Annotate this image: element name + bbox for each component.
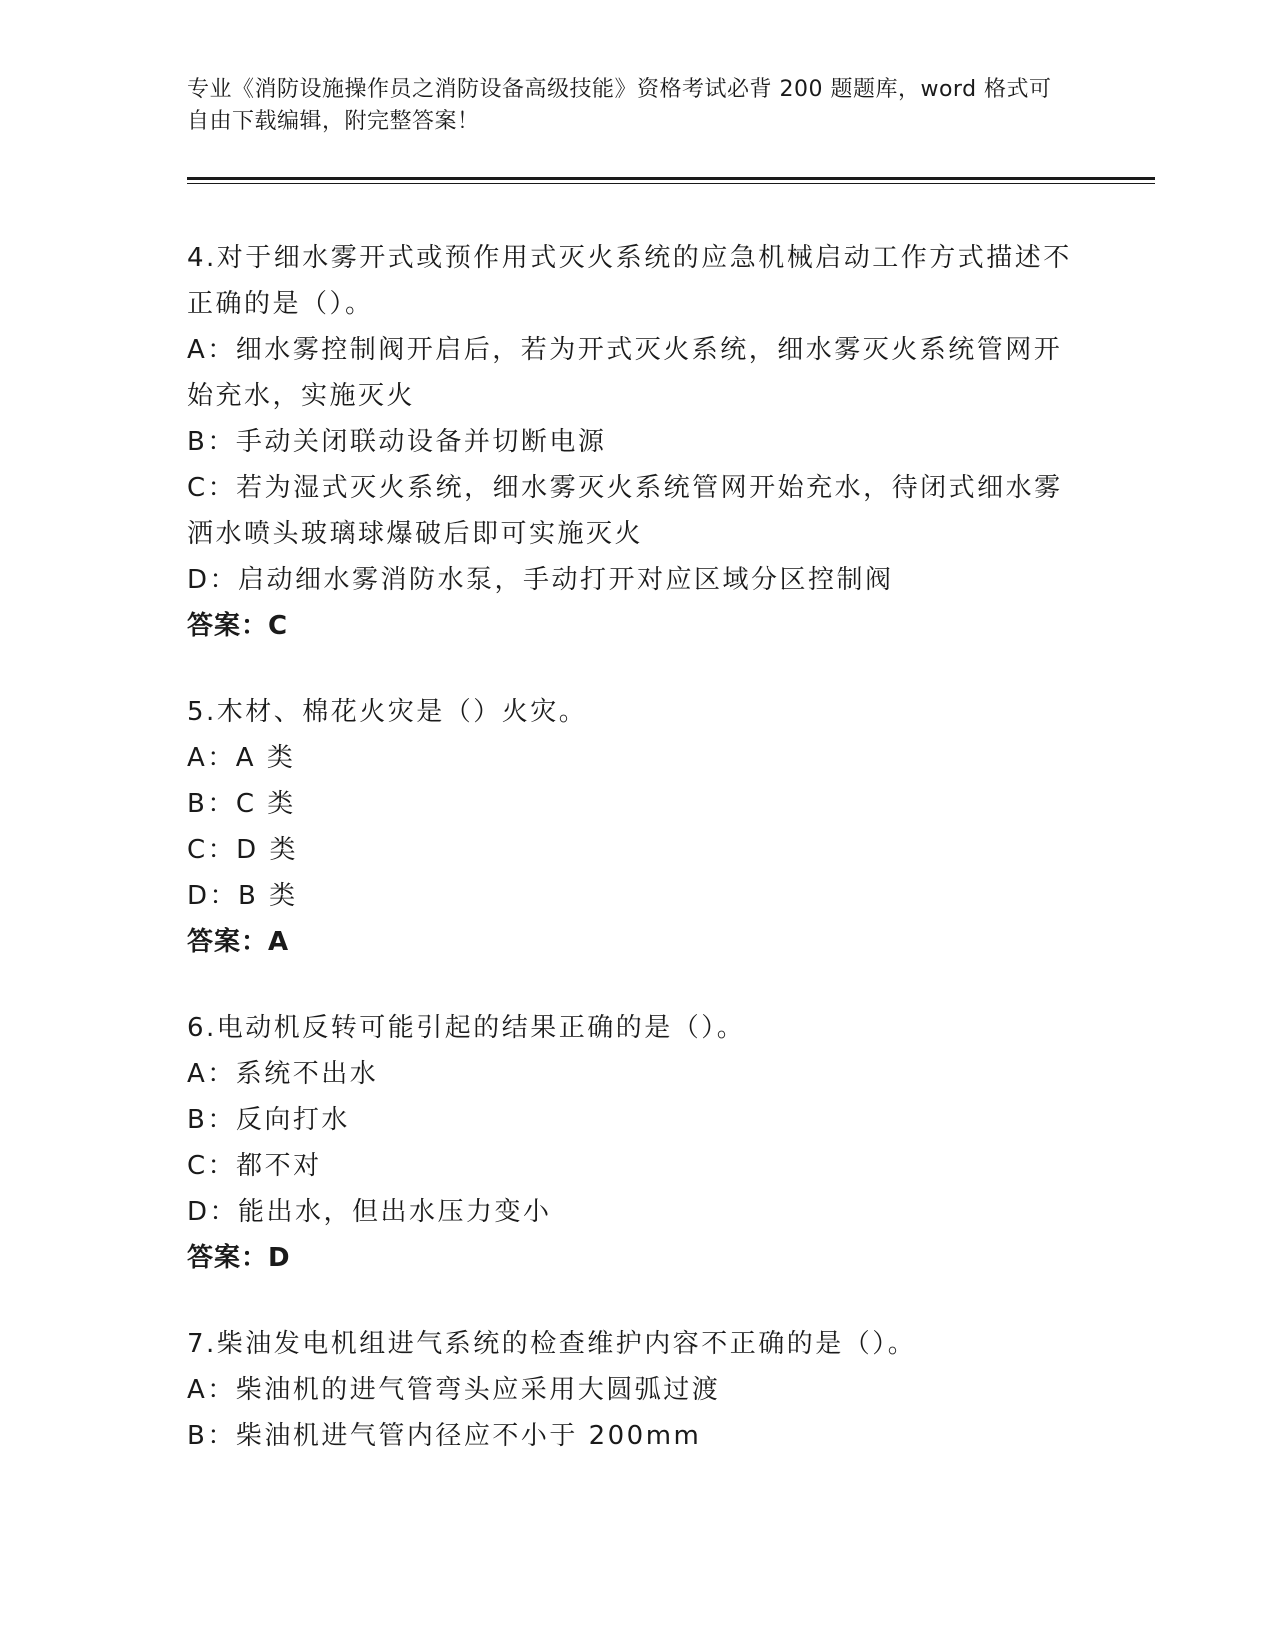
answer-line <box>187 919 1087 965</box>
question-text: 6.电动机反转可能引起的结果正确的是（）。 <box>187 1013 746 1043</box>
option-a: A：A 类 <box>187 743 296 773</box>
header-divider <box>187 177 1155 180</box>
question-5 <box>187 689 1087 965</box>
answer-label: 答案： <box>187 927 269 957</box>
document-intro: 专业《消防设施操作员之消防设备高级技能》资格考试必背 200 题题库，word 格式可自由下载编辑，附完整答案！ <box>187 77 1052 134</box>
option-c: C：若为湿式灭火系统，细水雾灭火系统管网开始充水，待闭式细水雾洒水喷头玻璃球爆破后即可实施灭火 <box>187 473 1063 549</box>
option-d: D：能出水，但出水压力变小 <box>187 1197 552 1227</box>
question-7 <box>187 1321 1087 1459</box>
answer-value: C <box>268 611 289 641</box>
question-4 <box>187 235 1087 649</box>
answer-label: 答案： <box>187 611 269 641</box>
option-d: D：启动细水雾消防水泵，手动打开对应区域分区控制阀 <box>187 565 894 595</box>
option-a: A：系统不出水 <box>187 1059 379 1089</box>
option-d: D：B 类 <box>187 881 298 911</box>
header-divider-thin <box>187 183 1155 184</box>
option-a: A：细水雾控制阀开启后，若为开式灭火系统，细水雾灭火系统管网开始充水，实施灭火 <box>187 335 1063 411</box>
option-b: B：反向打水 <box>187 1105 350 1135</box>
question-text: 7.柴油发电机组进气系统的检查维护内容不正确的是（）。 <box>187 1329 917 1359</box>
option-c: C：都不对 <box>187 1151 322 1181</box>
option-c: C：D 类 <box>187 835 298 865</box>
answer-value: D <box>268 1243 291 1273</box>
answer-value: A <box>268 927 290 957</box>
question-text: 5.木材、棉花火灾是（）火灾。 <box>187 697 588 727</box>
option-b: B：手动关闭联动设备并切断电源 <box>187 427 607 457</box>
answer-line <box>187 1235 1087 1281</box>
option-b: B：C 类 <box>187 789 296 819</box>
question-text: 4.对于细水雾开式或预作用式灭火系统的应急机械启动工作方式描述不正确的是（）。 <box>187 243 1072 319</box>
answer-label: 答案： <box>187 1243 269 1273</box>
option-b: B：柴油机进气管内径应不小于 200mm <box>187 1421 702 1451</box>
question-list <box>187 235 1087 1499</box>
question-6 <box>187 1005 1087 1281</box>
answer-line <box>187 603 1087 649</box>
option-a: A：柴油机的进气管弯头应采用大圆弧过渡 <box>187 1375 721 1405</box>
